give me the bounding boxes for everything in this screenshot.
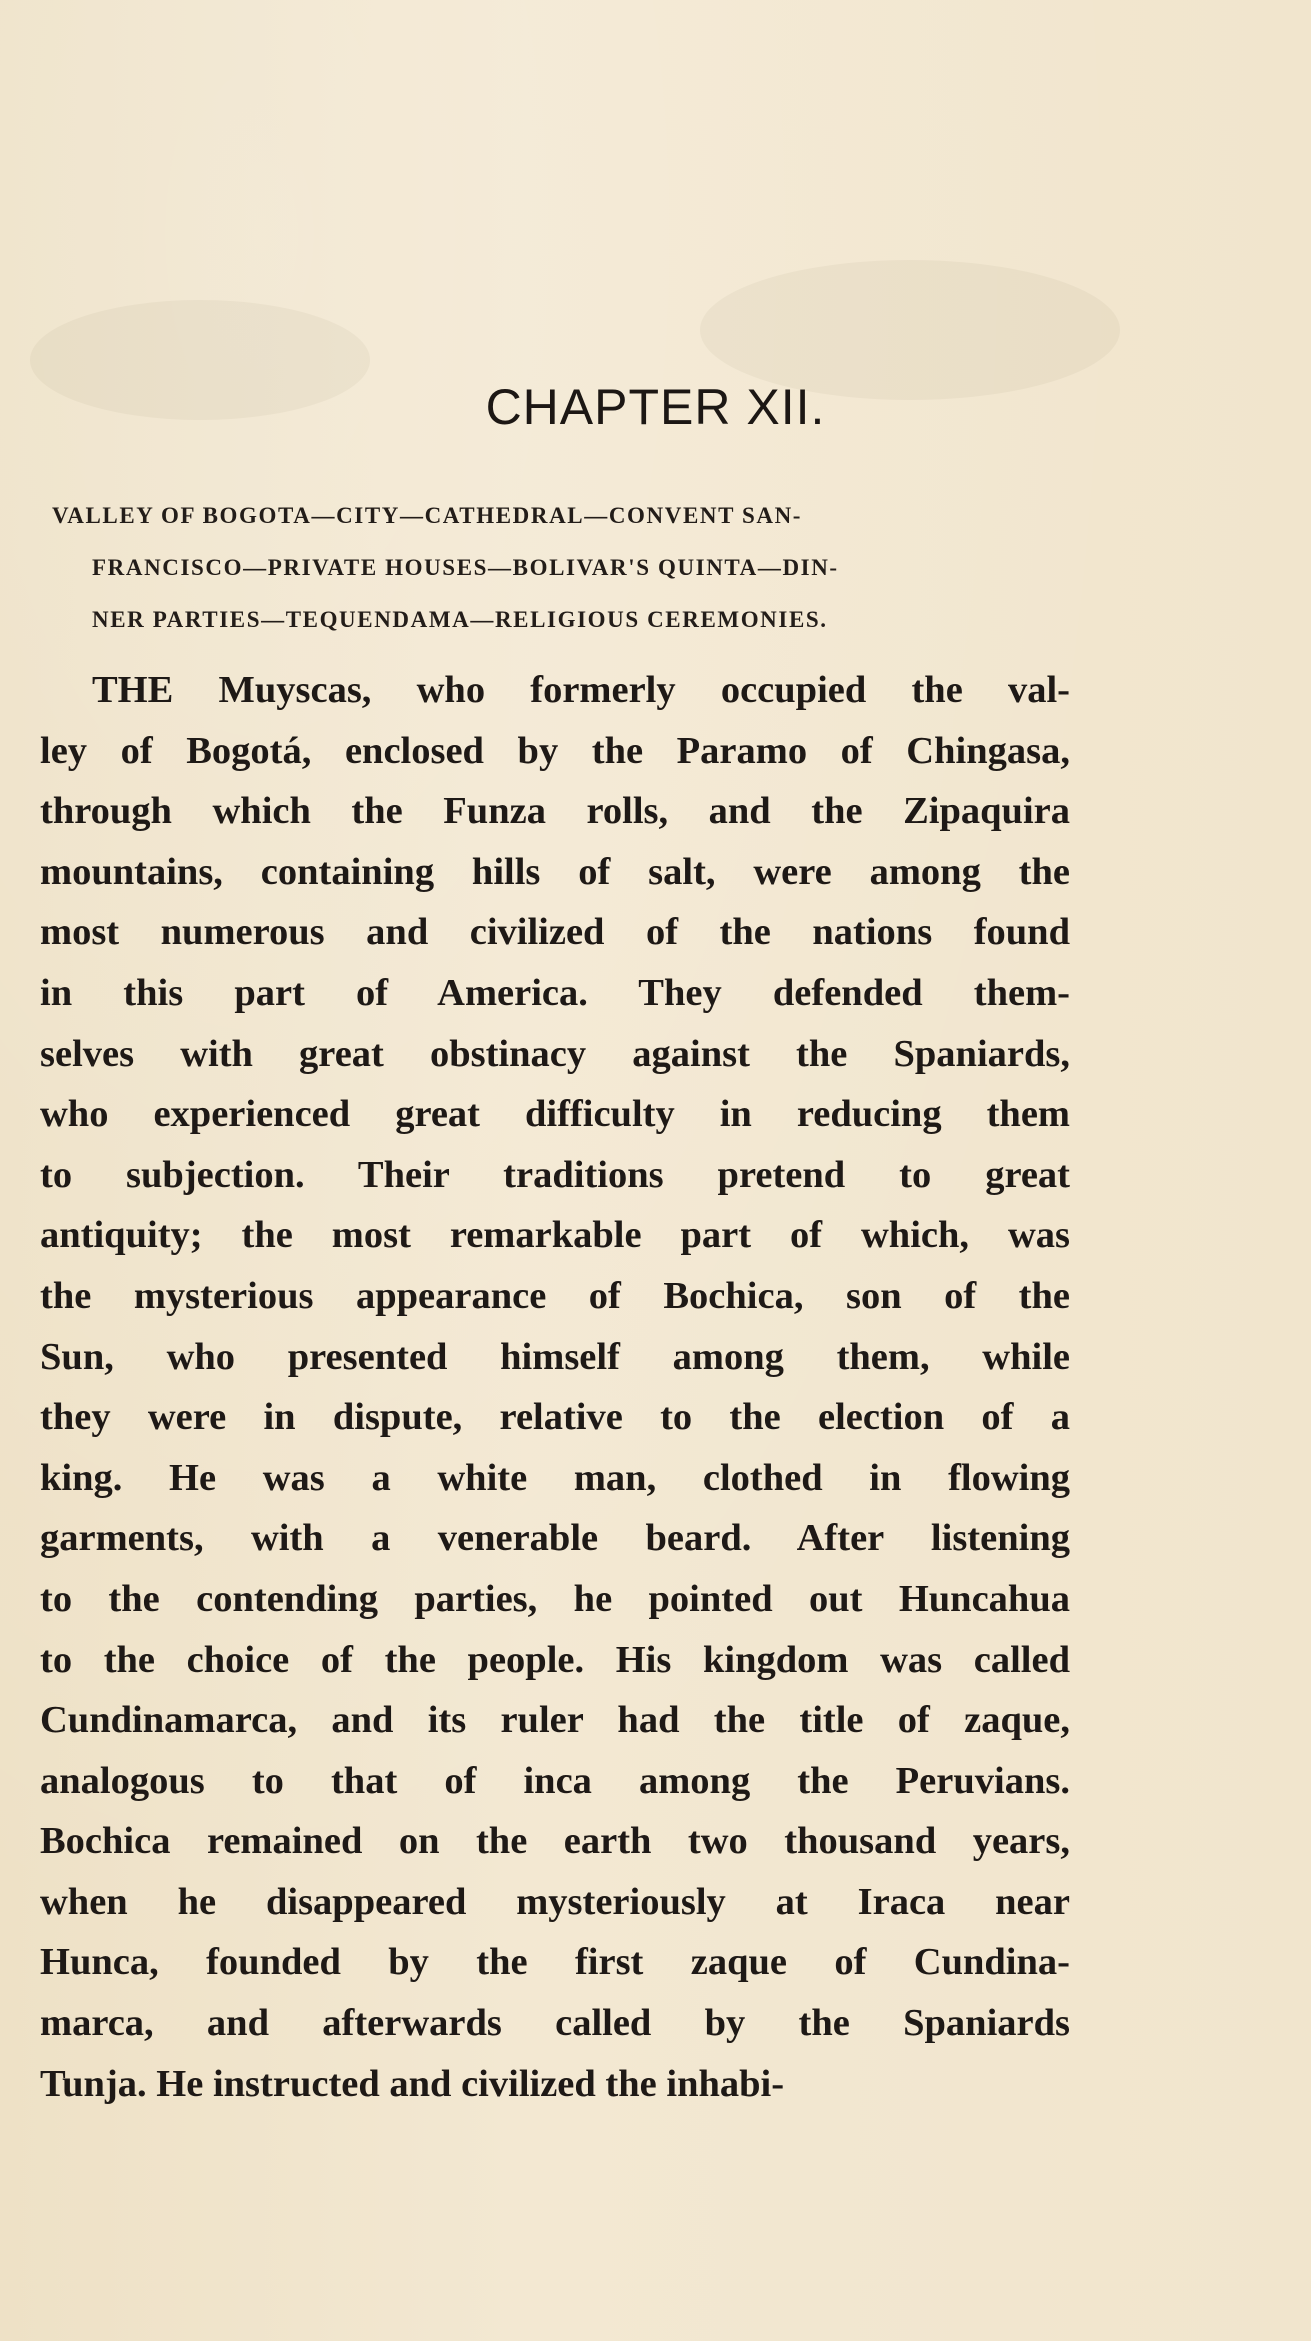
body-paragraph xyxy=(40,660,1070,2114)
body-line: when he disappeared mysteriously at Iraca near xyxy=(40,1880,1070,1923)
body-line: Sun, who presented himself among them, while xyxy=(40,1335,1070,1378)
body-line: in this part of America. They defended them- xyxy=(40,971,1070,1014)
body-line: THE Muyscas, who formerly occupied the val- xyxy=(92,669,1070,711)
body-line: who experienced great difficulty in reducing them xyxy=(40,1093,1070,1136)
body-line: mountains, containing hills of salt, were among the xyxy=(40,850,1070,893)
body-line: selves with great obstinacy against the Spaniards, xyxy=(40,1032,1070,1075)
body-line: most numerous and civilized of the nations found xyxy=(40,911,1070,954)
body-line: to subjection. Their traditions pretend to great xyxy=(40,1153,1070,1196)
body-line: through which the Funza rolls, and the Zipaquira xyxy=(40,790,1070,833)
body-line: antiquity; the most remarkable part of which, was xyxy=(40,1214,1070,1257)
body-line: to the choice of the people. His kingdom was called xyxy=(40,1638,1070,1681)
body-line: king. He was a white man, clothed in flowing xyxy=(40,1456,1070,1499)
summary-line: FRANCISCO—PRIVATE HOUSES—BOLIVAR'S QUINTA—DIN- xyxy=(92,555,839,580)
body-line: Cundinamarca, and its ruler had the title of zaque, xyxy=(40,1699,1070,1742)
body-line: they were in dispute, relative to the election of a xyxy=(40,1396,1070,1439)
body-line: Hunca, founded by the first zaque of Cundina- xyxy=(40,1941,1070,1984)
chapter-title: CHAPTER XII. xyxy=(485,379,826,435)
body-line: to the contending parties, he pointed out Huncahua xyxy=(40,1577,1070,1620)
summary-line: NER PARTIES—TEQUENDAMA—RELIGIOUS CEREMONIES. xyxy=(92,607,828,632)
body-line: marca, and afterwards called by the Spaniards xyxy=(40,2002,1070,2045)
body-line: the mysterious appearance of Bochica, son of the xyxy=(40,1274,1070,1317)
body-line: ley of Bogotá, enclosed by the Paramo of Chingasa, xyxy=(40,729,1070,772)
summary-line: VALLEY OF BOGOTA—CITY—CATHEDRAL—CONVENT SAN- xyxy=(52,503,803,528)
body-line: Tunja. He instructed and civilized the inhabi- xyxy=(40,2062,785,2105)
body-line: analogous to that of inca among the Peruvians. xyxy=(40,1759,1070,1802)
body-line: garments, with a venerable beard. After listening xyxy=(40,1517,1070,1560)
chapter-summary xyxy=(52,490,1062,646)
body-line: Bochica remained on the earth two thousand years, xyxy=(40,1820,1070,1863)
